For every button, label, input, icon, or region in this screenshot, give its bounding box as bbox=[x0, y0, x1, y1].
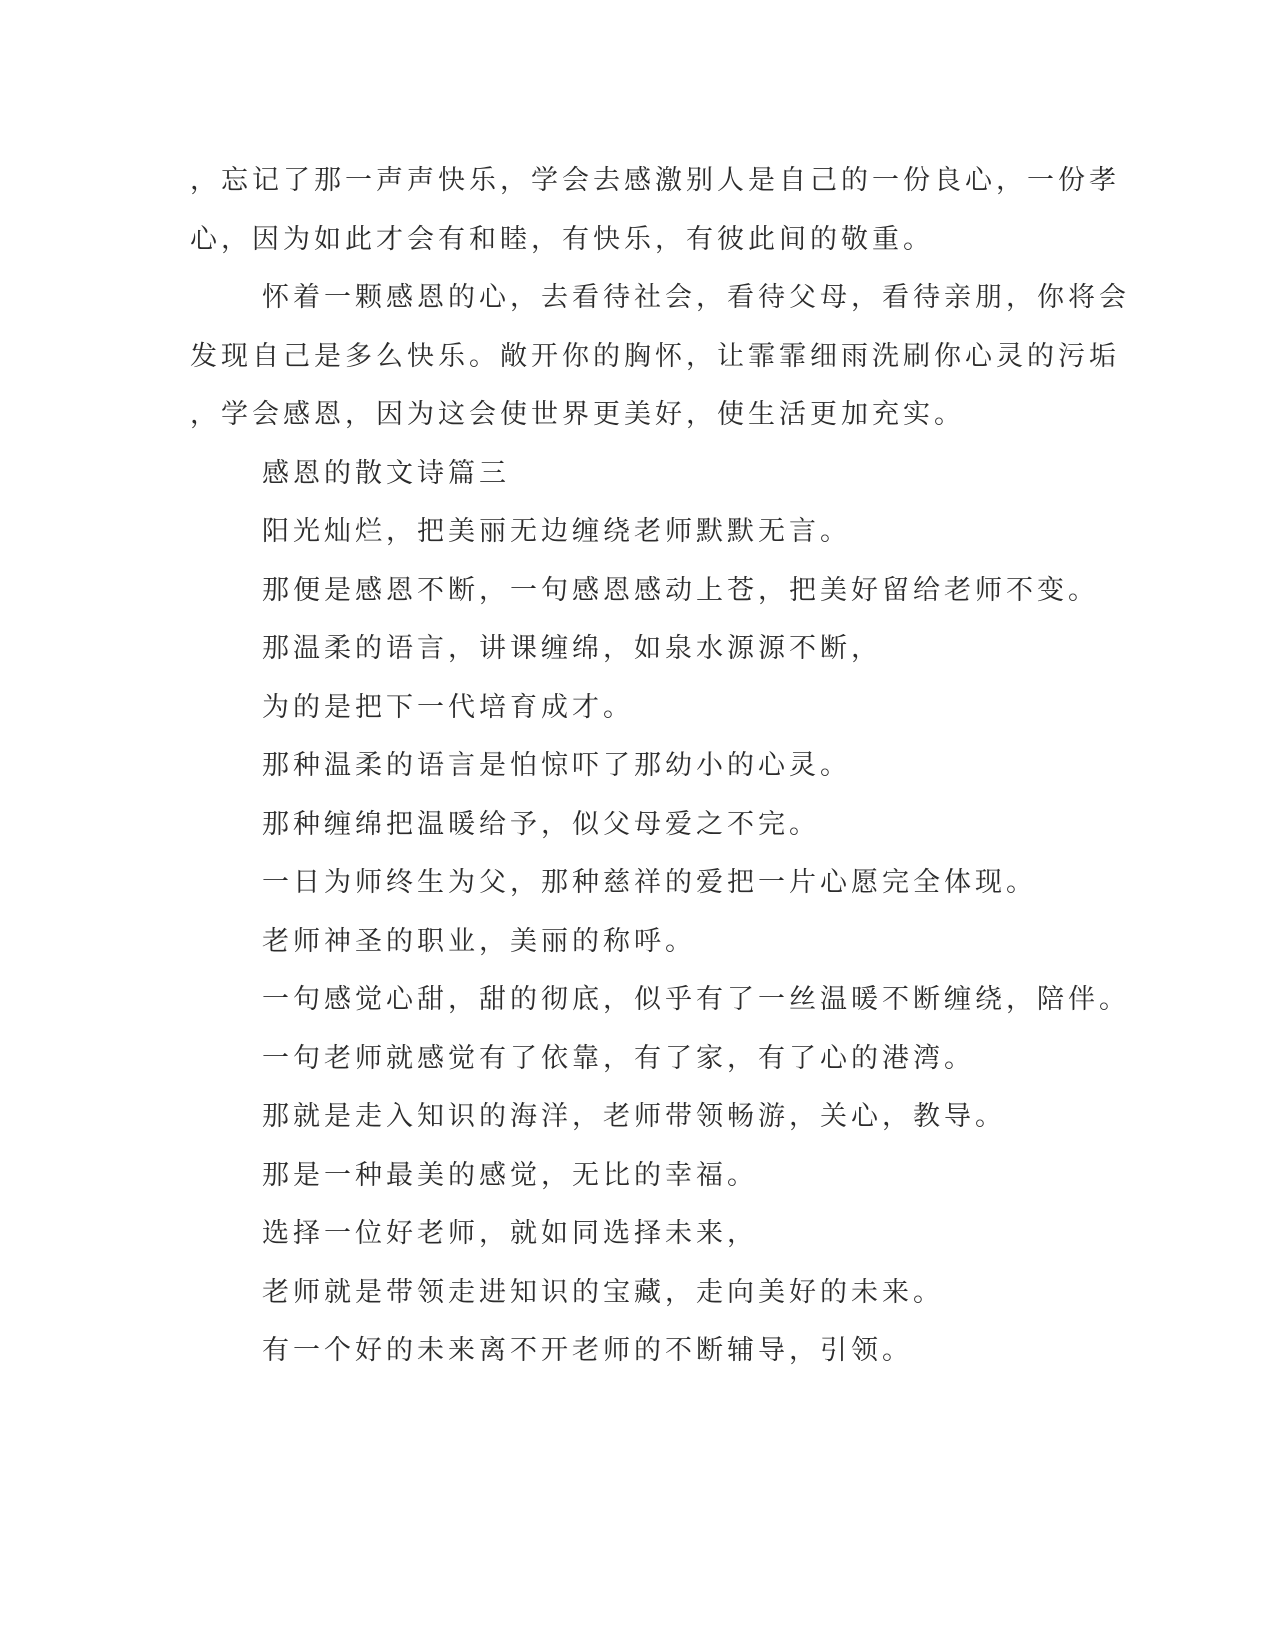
poem-line: 阳光灿烂，把美丽无边缠绕老师默默无言。 bbox=[262, 516, 851, 547]
paragraph-1-line-2: 心，因为如此才会有和睦，有快乐，有彼此间的敬重。 bbox=[190, 224, 934, 255]
paragraph-2-line-3: ，学会感恩，因为这会使世界更美好，使生活更加充实。 bbox=[190, 399, 965, 430]
poem-line: 那温柔的语言，讲课缠绵，如泉水源源不断， bbox=[262, 633, 882, 664]
paragraph-2-line-2: 发现自己是多么快乐。敞开你的胸怀，让霏霏细雨洗刷你心灵的污垢 bbox=[190, 341, 1120, 372]
paragraph-2-line-1: 怀着一颗感恩的心，去看待社会，看待父母，看待亲朋，你将会 bbox=[262, 282, 1130, 313]
poem-line: 那便是感恩不断，一句感恩感动上苍，把美好留给老师不变。 bbox=[262, 575, 1099, 606]
poem-line: 为的是把下一代培育成才。 bbox=[262, 692, 634, 723]
poem-line: 那是一种最美的感觉，无比的幸福。 bbox=[262, 1160, 758, 1191]
section-title: 感恩的散文诗篇三 bbox=[262, 458, 510, 489]
poem-line: 老师神圣的职业，美丽的称呼。 bbox=[262, 926, 696, 957]
poem-line: 那种温柔的语言是怕惊吓了那幼小的心灵。 bbox=[262, 750, 851, 781]
poem-line: 那种缠绵把温暖给予，似父母爱之不完。 bbox=[262, 809, 820, 840]
poem-line: 有一个好的未来离不开老师的不断辅导，引领。 bbox=[262, 1335, 913, 1366]
poem-line: 一句感觉心甜，甜的彻底，似乎有了一丝温暖不断缠绕，陪伴。 bbox=[262, 984, 1130, 1015]
poem-line: 一句老师就感觉有了依靠，有了家，有了心的港湾。 bbox=[262, 1043, 975, 1074]
poem-line: 一日为师终生为父，那种慈祥的爱把一片心愿完全体现。 bbox=[262, 867, 1037, 898]
poem-line: 选择一位好老师，就如同选择未来， bbox=[262, 1218, 758, 1249]
poem-line: 那就是走入知识的海洋，老师带领畅游，关心，教导。 bbox=[262, 1101, 1006, 1132]
paragraph-1-line-1: ，忘记了那一声声快乐，学会去感激别人是自己的一份良心，一份孝 bbox=[190, 165, 1120, 196]
poem-line: 老师就是带领走进知识的宝藏，走向美好的未来。 bbox=[262, 1277, 944, 1308]
